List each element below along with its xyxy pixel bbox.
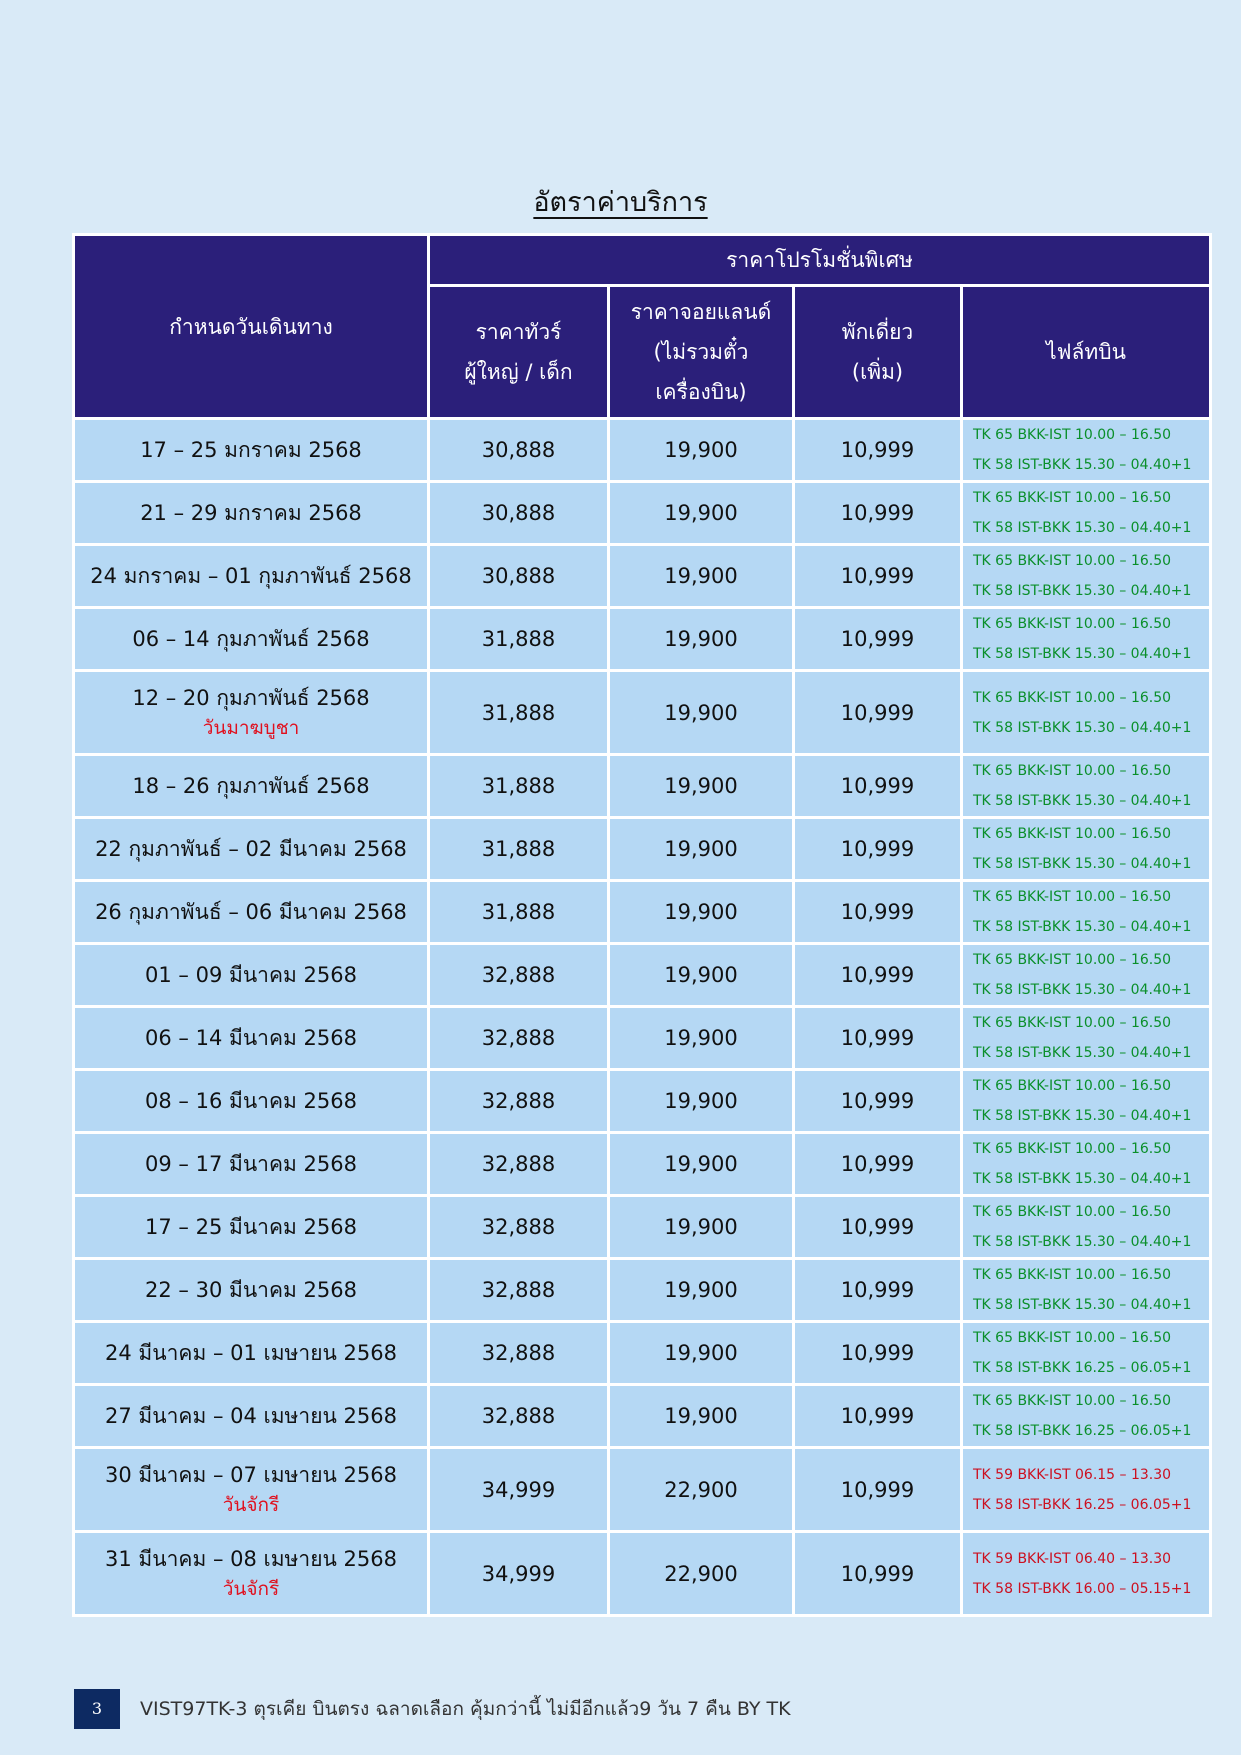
single-room-cell: 10,999 <box>794 419 962 482</box>
joinland-price-cell: 19,900 <box>609 608 794 671</box>
tour-price-cell: 32,888 <box>429 1385 609 1448</box>
date-cell <box>74 1133 429 1196</box>
flight-return: TK 58 IST-BKK 15.30 – 04.40+1 <box>973 1045 1192 1061</box>
flight-outbound: TK 65 BKK-IST 10.00 – 16.50 <box>973 889 1172 905</box>
single-room-cell: 10,999 <box>794 1448 962 1532</box>
table-row <box>74 755 1211 818</box>
travel-date: 18 – 26 กุมภาพันธ์ 2568 <box>132 774 370 798</box>
flight-outbound: TK 65 BKK-IST 10.00 – 16.50 <box>973 1141 1172 1157</box>
table-row <box>74 419 1211 482</box>
flight-return: TK 58 IST-BKK 15.30 – 04.40+1 <box>973 1108 1192 1124</box>
tour-price-cell: 31,888 <box>429 818 609 881</box>
flight-cell <box>962 881 1211 944</box>
travel-date: 17 – 25 มีนาคม 2568 <box>145 1215 357 1239</box>
flight-cell <box>962 1259 1211 1322</box>
date-cell <box>74 1070 429 1133</box>
date-cell <box>74 482 429 545</box>
date-cell <box>74 881 429 944</box>
table-row <box>74 1196 1211 1259</box>
header-joinland-line3: เครื่องบิน) <box>655 380 747 404</box>
header-row-top <box>74 235 1211 286</box>
date-cell <box>74 755 429 818</box>
flight-cell <box>962 1385 1211 1448</box>
flight-return: TK 58 IST-BKK 15.30 – 04.40+1 <box>973 646 1192 662</box>
flight-outbound: TK 65 BKK-IST 10.00 – 16.50 <box>973 826 1172 842</box>
single-room-cell: 10,999 <box>794 1070 962 1133</box>
tour-price-cell: 32,888 <box>429 1070 609 1133</box>
joinland-price-cell: 19,900 <box>609 1385 794 1448</box>
tour-price-cell: 31,888 <box>429 881 609 944</box>
header-single-room <box>794 286 962 419</box>
flight-cell <box>962 1196 1211 1259</box>
travel-date: 24 มีนาคม – 01 เมษายน 2568 <box>105 1341 397 1365</box>
flight-return: TK 58 IST-BKK 16.25 – 06.05+1 <box>973 1496 1192 1513</box>
flight-return: TK 58 IST-BKK 15.30 – 04.40+1 <box>973 982 1192 998</box>
tour-price-cell: 30,888 <box>429 482 609 545</box>
table-row <box>74 1259 1211 1322</box>
tour-price-cell: 30,888 <box>429 419 609 482</box>
flight-return: TK 58 IST-BKK 15.30 – 04.40+1 <box>973 520 1192 536</box>
flight-cell <box>962 419 1211 482</box>
joinland-price-cell: 22,900 <box>609 1532 794 1616</box>
single-room-cell: 10,999 <box>794 944 962 1007</box>
table-row <box>74 1532 1211 1616</box>
header-tour-price-line2: ผู้ใหญ่ / เด็ก <box>464 360 573 384</box>
single-room-cell: 10,999 <box>794 608 962 671</box>
flight-cell <box>962 482 1211 545</box>
flight-return: TK 58 IST-BKK 15.30 – 04.40+1 <box>973 919 1192 935</box>
tour-price-cell: 34,999 <box>429 1448 609 1532</box>
flight-outbound: TK 65 BKK-IST 10.00 – 16.50 <box>973 689 1172 706</box>
date-cell <box>74 608 429 671</box>
flight-cell <box>962 1133 1211 1196</box>
single-room-cell: 10,999 <box>794 755 962 818</box>
joinland-price-cell: 19,900 <box>609 671 794 755</box>
flight-return: TK 58 IST-BKK 15.30 – 04.40+1 <box>973 856 1192 872</box>
date-cell <box>74 545 429 608</box>
flight-cell <box>962 545 1211 608</box>
tour-price-cell: 30,888 <box>429 545 609 608</box>
page-number: 3 <box>74 1689 120 1729</box>
table-row <box>74 671 1211 755</box>
flight-cell <box>962 608 1211 671</box>
header-single-line1: พักเดี่ยว <box>841 320 914 344</box>
table-row <box>74 818 1211 881</box>
joinland-price-cell: 19,900 <box>609 1133 794 1196</box>
single-room-cell: 10,999 <box>794 1322 962 1385</box>
tour-price-cell: 34,999 <box>429 1532 609 1616</box>
date-cell <box>74 671 429 755</box>
date-cell <box>74 1007 429 1070</box>
flight-return: TK 58 IST-BKK 15.30 – 04.40+1 <box>973 1234 1192 1250</box>
flight-cell <box>962 818 1211 881</box>
header-tour-price-line1: ราคาทัวร์ <box>475 320 562 344</box>
single-room-cell: 10,999 <box>794 1385 962 1448</box>
flight-return: TK 58 IST-BKK 15.30 – 04.40+1 <box>973 1297 1192 1313</box>
header-joinland-line1: ราคาจอยแลนด์ <box>630 300 772 324</box>
joinland-price-cell: 19,900 <box>609 1259 794 1322</box>
holiday-note: วันมาฆบูชา <box>202 716 300 739</box>
rates-table <box>72 233 1212 1617</box>
table-row <box>74 1385 1211 1448</box>
single-room-cell: 10,999 <box>794 1532 962 1616</box>
table-row <box>74 1133 1211 1196</box>
travel-date: 08 – 16 มีนาคม 2568 <box>145 1089 357 1113</box>
joinland-price-cell: 19,900 <box>609 1196 794 1259</box>
joinland-price-cell: 19,900 <box>609 482 794 545</box>
single-room-cell: 10,999 <box>794 482 962 545</box>
header-date: กำหนดวันเดินทาง <box>74 235 429 419</box>
flight-cell <box>962 1322 1211 1385</box>
flight-outbound: TK 65 BKK-IST 10.00 – 16.50 <box>973 1393 1172 1409</box>
header-joinland-price <box>609 286 794 419</box>
flight-return: TK 58 IST-BKK 15.30 – 04.40+1 <box>973 793 1192 809</box>
table-row <box>74 1322 1211 1385</box>
flight-return: TK 58 IST-BKK 16.00 – 05.15+1 <box>973 1580 1192 1597</box>
tour-price-cell: 32,888 <box>429 1007 609 1070</box>
table-row <box>74 1070 1211 1133</box>
table-row <box>74 545 1211 608</box>
tour-price-cell: 32,888 <box>429 1133 609 1196</box>
travel-date: 26 กุมภาพันธ์ – 06 มีนาคม 2568 <box>95 900 407 924</box>
tour-price-cell: 32,888 <box>429 1196 609 1259</box>
flight-outbound: TK 59 BKK-IST 06.40 – 13.30 <box>973 1550 1172 1567</box>
tour-price-cell: 32,888 <box>429 1259 609 1322</box>
single-room-cell: 10,999 <box>794 881 962 944</box>
tour-price-cell: 31,888 <box>429 755 609 818</box>
travel-date: 30 มีนาคม – 07 เมษายน 2568 <box>105 1462 397 1487</box>
travel-date: 22 – 30 มีนาคม 2568 <box>145 1278 357 1302</box>
date-cell <box>74 1448 429 1532</box>
joinland-price-cell: 19,900 <box>609 1070 794 1133</box>
table-row <box>74 881 1211 944</box>
joinland-price-cell: 19,900 <box>609 944 794 1007</box>
flight-outbound: TK 65 BKK-IST 10.00 – 16.50 <box>973 490 1172 506</box>
rates-table-body <box>74 419 1211 1616</box>
joinland-price-cell: 19,900 <box>609 1322 794 1385</box>
single-room-cell: 10,999 <box>794 1259 962 1322</box>
travel-date: 12 – 20 กุมภาพันธ์ 2568 <box>132 685 370 710</box>
table-row <box>74 1448 1211 1532</box>
header-single-line2: (เพิ่ม) <box>851 360 904 384</box>
travel-date: 24 มกราคม – 01 กุมภาพันธ์ 2568 <box>90 564 412 588</box>
footer-text: VIST97TK-3 ตุรเคีย บินตรง ฉลาดเลือก คุ้มกว่านี้ ไม่มีอีกแล้ว9 วัน 7 คืน BY TK <box>140 1698 791 1720</box>
table-row <box>74 482 1211 545</box>
flight-outbound: TK 65 BKK-IST 10.00 – 16.50 <box>973 1204 1172 1220</box>
joinland-price-cell: 19,900 <box>609 881 794 944</box>
flight-cell <box>962 755 1211 818</box>
flight-cell <box>962 1070 1211 1133</box>
flight-return: TK 58 IST-BKK 15.30 – 04.40+1 <box>973 719 1192 736</box>
joinland-price-cell: 19,900 <box>609 419 794 482</box>
tour-price-cell: 31,888 <box>429 608 609 671</box>
travel-date: 31 มีนาคม – 08 เมษายน 2568 <box>105 1546 397 1571</box>
header-promo-group: ราคาโปรโมชั่นพิเศษ <box>429 235 1211 286</box>
flight-outbound: TK 65 BKK-IST 10.00 – 16.50 <box>973 1078 1172 1094</box>
flight-return: TK 58 IST-BKK 15.30 – 04.40+1 <box>973 1171 1192 1187</box>
table-row <box>74 944 1211 1007</box>
single-room-cell: 10,999 <box>794 545 962 608</box>
flight-outbound: TK 65 BKK-IST 10.00 – 16.50 <box>973 1267 1172 1283</box>
flight-outbound: TK 59 BKK-IST 06.15 – 13.30 <box>973 1466 1172 1483</box>
joinland-price-cell: 22,900 <box>609 1448 794 1532</box>
single-room-cell: 10,999 <box>794 818 962 881</box>
flight-outbound: TK 65 BKK-IST 10.00 – 16.50 <box>973 427 1172 443</box>
tour-price-cell: 32,888 <box>429 1322 609 1385</box>
footer <box>74 1689 1174 1729</box>
date-cell <box>74 419 429 482</box>
flight-outbound: TK 65 BKK-IST 10.00 – 16.50 <box>973 763 1172 779</box>
travel-date: 27 มีนาคม – 04 เมษายน 2568 <box>105 1404 397 1428</box>
page-title: อัตราค่าบริการ <box>533 187 708 218</box>
joinland-price-cell: 19,900 <box>609 1007 794 1070</box>
travel-date: 21 – 29 มกราคม 2568 <box>140 501 362 525</box>
flight-return: TK 58 IST-BKK 15.30 – 04.40+1 <box>973 457 1192 473</box>
flight-outbound: TK 65 BKK-IST 10.00 – 16.50 <box>973 553 1172 569</box>
flight-cell <box>962 1007 1211 1070</box>
travel-date: 22 กุมภาพันธ์ – 02 มีนาคม 2568 <box>95 837 407 861</box>
travel-date: 01 – 09 มีนาคม 2568 <box>145 963 357 987</box>
table-row <box>74 608 1211 671</box>
joinland-price-cell: 19,900 <box>609 818 794 881</box>
date-cell <box>74 1385 429 1448</box>
flight-cell <box>962 944 1211 1007</box>
date-cell <box>74 1532 429 1616</box>
travel-date: 17 – 25 มกราคม 2568 <box>140 438 362 462</box>
header-flight: ไฟล์ทบิน <box>962 286 1211 419</box>
date-cell <box>74 1259 429 1322</box>
flight-cell <box>962 671 1211 755</box>
joinland-price-cell: 19,900 <box>609 755 794 818</box>
flight-outbound: TK 65 BKK-IST 10.00 – 16.50 <box>973 952 1172 968</box>
date-cell <box>74 944 429 1007</box>
travel-date: 06 – 14 กุมภาพันธ์ 2568 <box>132 627 370 651</box>
flight-cell <box>962 1448 1211 1532</box>
header-tour-price <box>429 286 609 419</box>
flight-cell <box>962 1532 1211 1616</box>
holiday-note: วันจักรี <box>222 1577 280 1600</box>
table-row <box>74 1007 1211 1070</box>
single-room-cell: 10,999 <box>794 1133 962 1196</box>
flight-outbound: TK 65 BKK-IST 10.00 – 16.50 <box>973 1015 1172 1031</box>
date-cell <box>74 1322 429 1385</box>
date-cell <box>74 818 429 881</box>
header-joinland-line2: (ไม่รวมตั๋ว <box>653 340 749 364</box>
flight-outbound: TK 65 BKK-IST 10.00 – 16.50 <box>973 616 1172 632</box>
tour-price-cell: 31,888 <box>429 671 609 755</box>
single-room-cell: 10,999 <box>794 1007 962 1070</box>
travel-date: 09 – 17 มีนาคม 2568 <box>145 1152 357 1176</box>
single-room-cell: 10,999 <box>794 671 962 755</box>
flight-outbound: TK 65 BKK-IST 10.00 – 16.50 <box>973 1330 1172 1346</box>
holiday-note: วันจักรี <box>222 1493 280 1516</box>
flight-return: TK 58 IST-BKK 15.30 – 04.40+1 <box>973 583 1192 599</box>
tour-price-cell: 32,888 <box>429 944 609 1007</box>
flight-return: TK 58 IST-BKK 16.25 – 06.05+1 <box>973 1423 1192 1439</box>
date-cell <box>74 1196 429 1259</box>
single-room-cell: 10,999 <box>794 1196 962 1259</box>
travel-date: 06 – 14 มีนาคม 2568 <box>145 1026 357 1050</box>
flight-return: TK 58 IST-BKK 16.25 – 06.05+1 <box>973 1360 1192 1376</box>
joinland-price-cell: 19,900 <box>609 545 794 608</box>
